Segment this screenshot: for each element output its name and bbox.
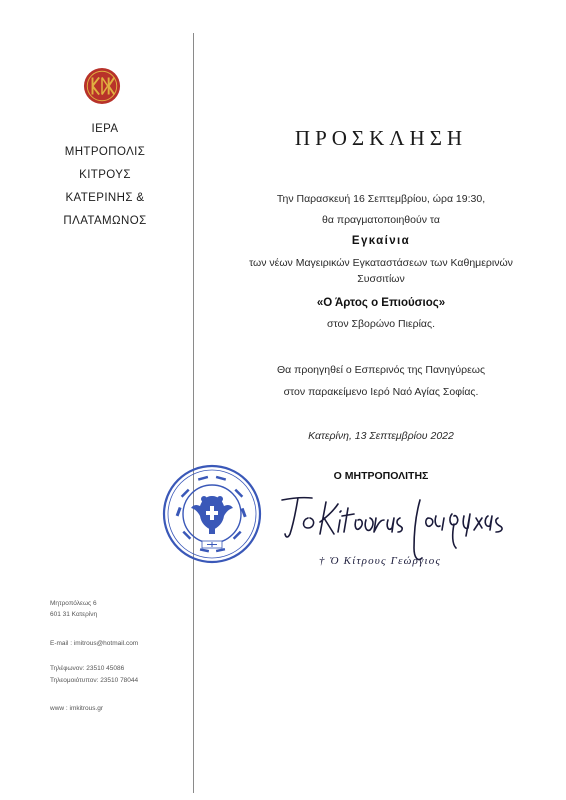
org-line: ΚΑΤΕΡΙΝΗΣ & [65, 192, 145, 204]
invitation-line: των νέων Μαγειρικών Εγκαταστάσεων των Καθημερινών [249, 257, 513, 269]
invitation-line: Συσσιτίων [357, 273, 405, 285]
org-line: ΚΙΤΡΟΥΣ [79, 169, 131, 181]
org-line: ΙΕΡΑ [91, 123, 119, 135]
website-text: www : imkitrous.gr [50, 705, 104, 712]
signatory-name: † Ὁ Κίτρους Γεώργιος [318, 555, 442, 567]
metropolis-logo-icon [83, 67, 121, 105]
phone-text: Τηλέφωνον: 23510 45086 [50, 665, 125, 672]
vespers-line: στον παρακείμενο Ιερό Ναό Αγίας Σοφίας. [283, 386, 479, 398]
email-text: E-mail : imitrous@hotmail.com [50, 640, 139, 647]
invitation-line: θα πραγματοποιηθούν τα [322, 214, 440, 226]
org-line: ΜΗΤΡΟΠΟΛΙΣ [64, 146, 146, 158]
vertical-divider [193, 33, 194, 793]
address-line-2: 601 31 Κατερίνη [50, 611, 98, 618]
metropolis-seal-icon [160, 462, 264, 566]
org-line: ΠΛΑΤΑΜΩΝΟΣ [63, 215, 147, 227]
organization-name [40, 118, 170, 233]
vespers-line: Θα προηγηθεί ο Εσπερινός της Πανηγύρεως [276, 364, 486, 376]
event-name: Εγκαίνια [351, 235, 411, 247]
fax-text: Τηλεομοιότυπον: 23510 78044 [50, 677, 139, 684]
letter-date: Κατερίνη, 13 Σεπτεμβρίου 2022 [308, 430, 454, 442]
invitation-line: Την Παρασκευή 16 Σεπτεμβρίου, ώρα 19:30, [276, 193, 486, 205]
invitation-title: ΠΡΟΣΚΛΗΣΗ [294, 126, 468, 150]
program-name: «Ο Άρτος ο Επιούσιος» [316, 297, 446, 309]
location-line: στον Σβορώνο Πιερίας. [327, 318, 435, 330]
address-line-1: Μητροπόλεως 6 [50, 600, 97, 607]
signatory-title: Ο ΜΗΤΡΟΠΟΛΙΤΗΣ [333, 470, 429, 482]
